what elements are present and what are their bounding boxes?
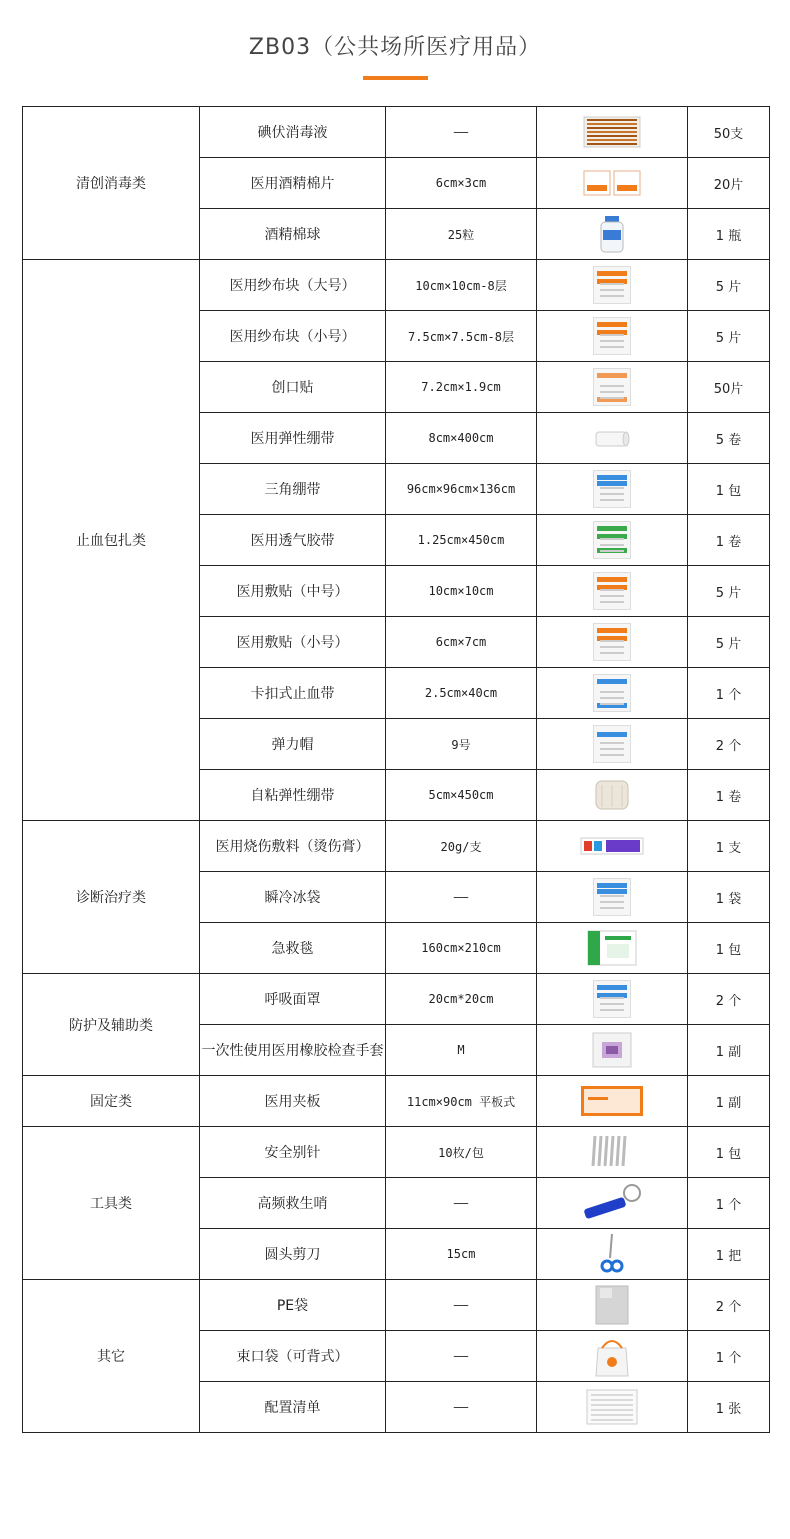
item-qty: 50支 (688, 107, 770, 158)
item-image-cell (537, 1025, 688, 1076)
table-row (23, 1280, 770, 1331)
item-spec: 10cm×10cm-8层 (386, 260, 537, 311)
iodine-swab-image (583, 115, 641, 149)
item-spec: 160cm×210cm (386, 923, 537, 974)
item-qty: 1 包 (688, 464, 770, 515)
item-name: 创口贴 (200, 362, 386, 413)
item-image-cell (537, 311, 688, 362)
item-image-cell (537, 1127, 688, 1178)
item-image-cell (537, 923, 688, 974)
page-title: ZB03（公共场所医疗用品） (248, 35, 542, 60)
item-name: 医用纱布块（大号） (200, 260, 386, 311)
item-name: 安全别针 (200, 1127, 386, 1178)
item-image-cell (537, 260, 688, 311)
breathing-mask-image (593, 980, 631, 1018)
item-image-cell (537, 1280, 688, 1331)
item-image-cell (537, 1178, 688, 1229)
item-qty: 50片 (688, 362, 770, 413)
item-image-cell (537, 158, 688, 209)
item-image-cell (537, 821, 688, 872)
item-qty: 1 副 (688, 1076, 770, 1127)
item-image-cell (537, 1229, 688, 1280)
instant-ice-pack-image (593, 878, 631, 916)
category-cell: 防护及辅助类 (23, 974, 200, 1076)
item-qty: 1 个 (688, 1178, 770, 1229)
triangle-bandage-image (593, 470, 631, 508)
item-qty: 5 片 (688, 260, 770, 311)
item-spec: —— (386, 872, 537, 923)
item-name: 急救毯 (200, 923, 386, 974)
item-name: 医用夹板 (200, 1076, 386, 1127)
item-qty: 1 卷 (688, 770, 770, 821)
table-row (23, 1076, 770, 1127)
item-qty: 5 片 (688, 566, 770, 617)
breathable-tape-image (593, 521, 631, 559)
band-aid-image (593, 368, 631, 406)
item-image-cell (537, 464, 688, 515)
item-image-cell (537, 1382, 688, 1433)
item-image-cell (537, 209, 688, 260)
gauze-large-image (593, 266, 631, 304)
item-image-cell (537, 515, 688, 566)
self-adhesive-bandage-image (592, 777, 632, 813)
item-name: 圆头剪刀 (200, 1229, 386, 1280)
item-name: 呼吸面罩 (200, 974, 386, 1025)
item-image-cell (537, 362, 688, 413)
item-qty: 1 个 (688, 668, 770, 719)
item-name: 配置清单 (200, 1382, 386, 1433)
item-spec: 10枚/包 (386, 1127, 537, 1178)
item-image-cell (537, 872, 688, 923)
item-name: 自粘弹性绷带 (200, 770, 386, 821)
dressing-medium-image (593, 572, 631, 610)
item-name: 束口袋（可背式） (200, 1331, 386, 1382)
table-row (23, 107, 770, 158)
category-cell: 其它 (23, 1280, 200, 1433)
item-spec: 7.5cm×7.5cm-8层 (386, 311, 537, 362)
item-image-cell (537, 566, 688, 617)
item-name: 医用纱布块（小号） (200, 311, 386, 362)
table-row (23, 1127, 770, 1178)
alcohol-pad-image (583, 168, 641, 198)
item-name: 医用敷贴（小号） (200, 617, 386, 668)
emergency-blanket-image (587, 930, 637, 966)
item-qty: 1 袋 (688, 872, 770, 923)
item-qty: 2 个 (688, 1280, 770, 1331)
supply-table (22, 106, 770, 1433)
item-name: 卡扣式止血带 (200, 668, 386, 719)
elastic-bandage-image (592, 426, 632, 450)
item-qty: 1 卷 (688, 515, 770, 566)
item-spec: 11cm×90cm 平板式 (386, 1076, 537, 1127)
item-qty: 2 个 (688, 974, 770, 1025)
item-name: 高频救生哨 (200, 1178, 386, 1229)
item-qty: 5 片 (688, 311, 770, 362)
item-qty: 1 支 (688, 821, 770, 872)
item-name: PE袋 (200, 1280, 386, 1331)
item-spec: 20cm*20cm (386, 974, 537, 1025)
title-underline (363, 76, 428, 80)
item-image-cell (537, 668, 688, 719)
tourniquet-image (593, 674, 631, 712)
drawstring-bag-image (592, 1334, 632, 1378)
category-cell: 固定类 (23, 1076, 200, 1127)
item-spec: 25粒 (386, 209, 537, 260)
item-spec: —— (386, 107, 537, 158)
item-name: 碘伏消毒液 (200, 107, 386, 158)
item-qty: 20片 (688, 158, 770, 209)
item-name: 医用烧伤敷料（烫伤膏） (200, 821, 386, 872)
item-name: 酒精棉球 (200, 209, 386, 260)
item-name: 医用敷贴（中号） (200, 566, 386, 617)
splint-image (580, 1085, 644, 1117)
item-spec: 6cm×7cm (386, 617, 537, 668)
elastic-cap-image (593, 725, 631, 763)
dressing-small-image (593, 623, 631, 661)
item-spec: 2.5cm×40cm (386, 668, 537, 719)
checklist-image (586, 1389, 638, 1425)
item-image-cell (537, 107, 688, 158)
item-spec: 5cm×450cm (386, 770, 537, 821)
table-row (23, 821, 770, 872)
item-qty: 5 片 (688, 617, 770, 668)
table-row (23, 260, 770, 311)
item-spec: —— (386, 1280, 537, 1331)
item-name: 医用酒精棉片 (200, 158, 386, 209)
table-row (23, 974, 770, 1025)
item-qty: 1 个 (688, 1331, 770, 1382)
category-cell: 诊断治疗类 (23, 821, 200, 974)
item-qty: 1 瓶 (688, 209, 770, 260)
item-name: 一次性使用医用橡胶检查手套 (200, 1025, 386, 1076)
pe-bag-image (592, 1284, 632, 1326)
category-cell: 清创消毒类 (23, 107, 200, 260)
item-spec: 8cm×400cm (386, 413, 537, 464)
item-name: 三角绷带 (200, 464, 386, 515)
item-image-cell (537, 1331, 688, 1382)
cotton-ball-bottle-image (596, 214, 628, 254)
item-spec: 20g/支 (386, 821, 537, 872)
item-spec: —— (386, 1331, 537, 1382)
item-image-cell (537, 1076, 688, 1127)
burn-ointment-image (580, 835, 644, 857)
item-image-cell (537, 770, 688, 821)
scissors-image (600, 1232, 624, 1276)
item-qty: 1 把 (688, 1229, 770, 1280)
item-qty: 5 卷 (688, 413, 770, 464)
item-qty: 1 包 (688, 1127, 770, 1178)
item-spec: —— (386, 1382, 537, 1433)
item-spec: 6cm×3cm (386, 158, 537, 209)
item-image-cell (537, 413, 688, 464)
item-spec: 1.25cm×450cm (386, 515, 537, 566)
item-spec: —— (386, 1178, 537, 1229)
item-qty: 2 个 (688, 719, 770, 770)
item-image-cell (537, 974, 688, 1025)
item-qty: 1 副 (688, 1025, 770, 1076)
category-cell: 止血包扎类 (23, 260, 200, 821)
item-spec: 10cm×10cm (386, 566, 537, 617)
item-spec: 15cm (386, 1229, 537, 1280)
exam-gloves-image (592, 1032, 632, 1068)
safety-pins-image (589, 1132, 635, 1172)
item-spec: M (386, 1025, 537, 1076)
item-name: 医用透气胶带 (200, 515, 386, 566)
item-image-cell (537, 719, 688, 770)
item-spec: 9号 (386, 719, 537, 770)
whistle-image (580, 1183, 644, 1223)
item-image-cell (537, 617, 688, 668)
item-name: 瞬冷冰袋 (200, 872, 386, 923)
item-spec: 96cm×96cm×136cm (386, 464, 537, 515)
item-name: 弹力帽 (200, 719, 386, 770)
item-qty: 1 张 (688, 1382, 770, 1433)
item-qty: 1 包 (688, 923, 770, 974)
category-cell: 工具类 (23, 1127, 200, 1280)
item-name: 医用弹性绷带 (200, 413, 386, 464)
gauze-small-image (593, 317, 631, 355)
item-spec: 7.2cm×1.9cm (386, 362, 537, 413)
